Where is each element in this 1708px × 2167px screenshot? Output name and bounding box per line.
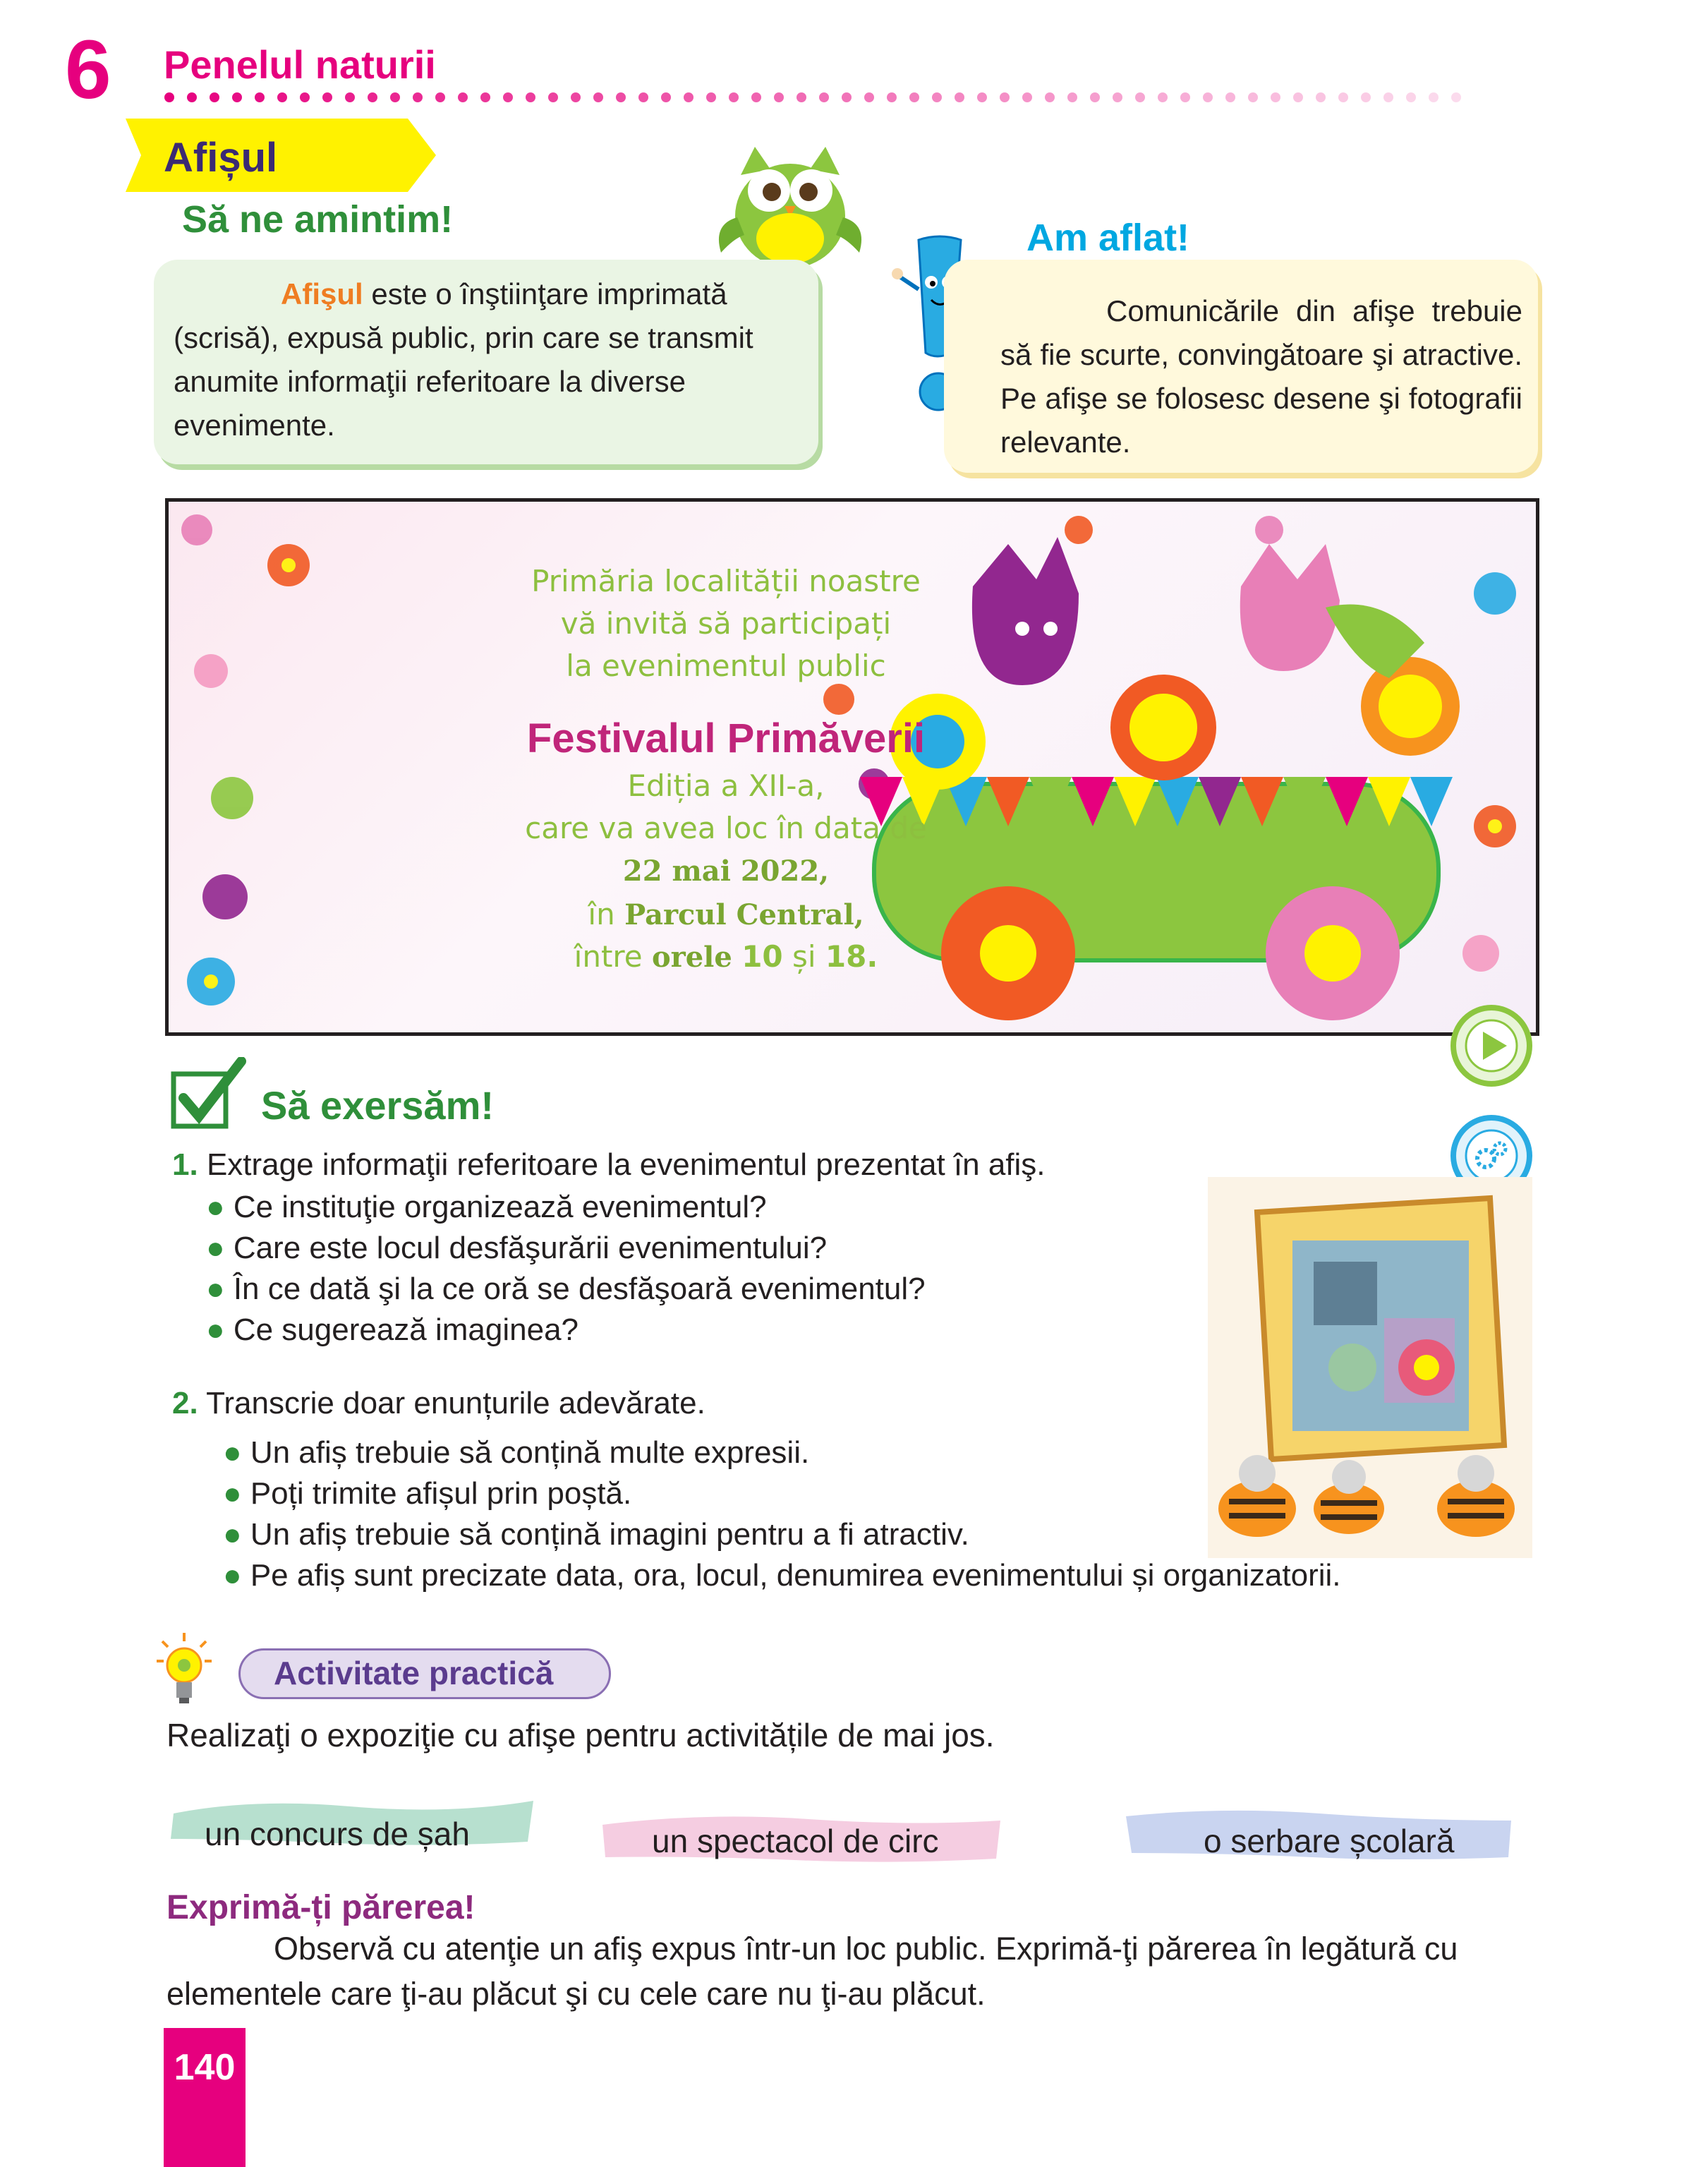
poster-place-line: [408, 897, 1043, 931]
page-number: 140: [174, 2047, 236, 2088]
poster-event-title: Festivalul Primăverii: [526, 716, 926, 761]
question-1-text: Extrage informaţii referitoare la evenimentul prezentat în afiş.: [206, 1147, 1046, 1182]
poster-hours-prefix: între: [574, 939, 652, 974]
opinion-text: Observă cu atenţie un afiş expus într-un loc public. Exprimă-ţi părerea în legătură cu elementele care ţi-au plăcut şi cu cele care nu ţi-au plăcut.: [166, 1931, 1458, 2012]
list-item: ● În ce dată şi la ce oră se desfăşoară evenimentul?: [206, 1272, 926, 1306]
activity-instruction: Realizaţi o expoziţie cu afişe pentru activitățile de mai jos.: [166, 1717, 995, 1753]
bees-poster-illustration: [1208, 1177, 1532, 1558]
activity-title: Activitate practică: [274, 1655, 554, 1691]
question-2-text: Transcrie doar enunțurile adevărate.: [206, 1386, 705, 1420]
chapter-title: Penelul naturii: [164, 42, 436, 87]
list-item: ● Poți trimite afișul prin poștă.: [223, 1476, 632, 1511]
question-2: [172, 1383, 705, 1424]
poster-line-1: Primăria localității noastre: [531, 564, 921, 598]
lesson-title: Afișul: [164, 135, 278, 181]
poster-line-2: vă invită să participați: [560, 606, 892, 641]
option-chess-contest: un concurs de șah: [205, 1816, 470, 1852]
poster-hours-from: 10: [741, 939, 783, 974]
list-item: ● Un afiș trebuie să conțină multe expresii.: [223, 1435, 810, 1470]
question-1-number: 1.: [172, 1147, 198, 1182]
poster-place: Parcul Central,: [624, 898, 864, 931]
list-item: ● Care este locul desfăşurării evenimentului?: [206, 1231, 828, 1265]
poster-hours-word: orele: [651, 941, 732, 974]
poster-edition: Ediția a XII-a,: [627, 768, 825, 803]
remember-text: [174, 272, 801, 447]
dotted-divider: [164, 92, 1476, 103]
learned-text: Comunicările din afişe trebuie să fie scurte, convingătoare şi atractive. Pe afişe se folosesc desene şi fotografii relevante.: [1000, 294, 1522, 459]
checkbox-icon: [171, 1057, 248, 1130]
poster-line-3: la evenimentul public: [566, 648, 886, 683]
list-item: ● Ce sugerează imaginea?: [206, 1312, 579, 1347]
learned-heading: Am aflat!: [1026, 217, 1190, 259]
list-item: ● Un afiș trebuie să conțină imagini pentru a fi atractiv.: [223, 1517, 969, 1552]
poster-hours-line: [408, 939, 1043, 974]
opinion-heading: Exprimă-ți părerea!: [166, 1889, 476, 1926]
list-item: ● Ce instituţie organizează evenimentul?: [206, 1190, 767, 1224]
event-poster: [165, 498, 1539, 1036]
lightbulb-icon: [157, 1631, 212, 1708]
option-circus-show: un spectacol de circ: [652, 1823, 939, 1859]
play-button[interactable]: [1450, 1005, 1532, 1087]
poster-place-prefix: în: [588, 897, 625, 931]
remember-body: este o înştiinţare imprimată (scrisă), expusă public, prin care se transmit anumite informaţii referitoare la diverse evenimente.: [174, 277, 753, 442]
poster-hours-and: și: [782, 939, 825, 974]
option-school-celebration: o serbare școlară: [1204, 1823, 1455, 1859]
owl-icon: [705, 133, 875, 274]
remember-heading: Să ne amintim!: [182, 198, 454, 241]
exercise-heading: Să exersăm!: [261, 1083, 495, 1128]
list-item: ● Pe afiș sunt precizate data, ora, locul, denumirea evenimentului și organizatorii.: [223, 1558, 1341, 1593]
remember-keyword: Afişul: [281, 277, 363, 310]
poster-date: 22 mai 2022,: [622, 855, 830, 888]
poster-hours-to: 18.: [825, 939, 878, 974]
poster-line-4: care va avea loc în data de: [525, 811, 927, 845]
question-1: [172, 1145, 1046, 1185]
chapter-number: 6: [65, 23, 111, 116]
question-2-number: 2.: [172, 1386, 198, 1420]
